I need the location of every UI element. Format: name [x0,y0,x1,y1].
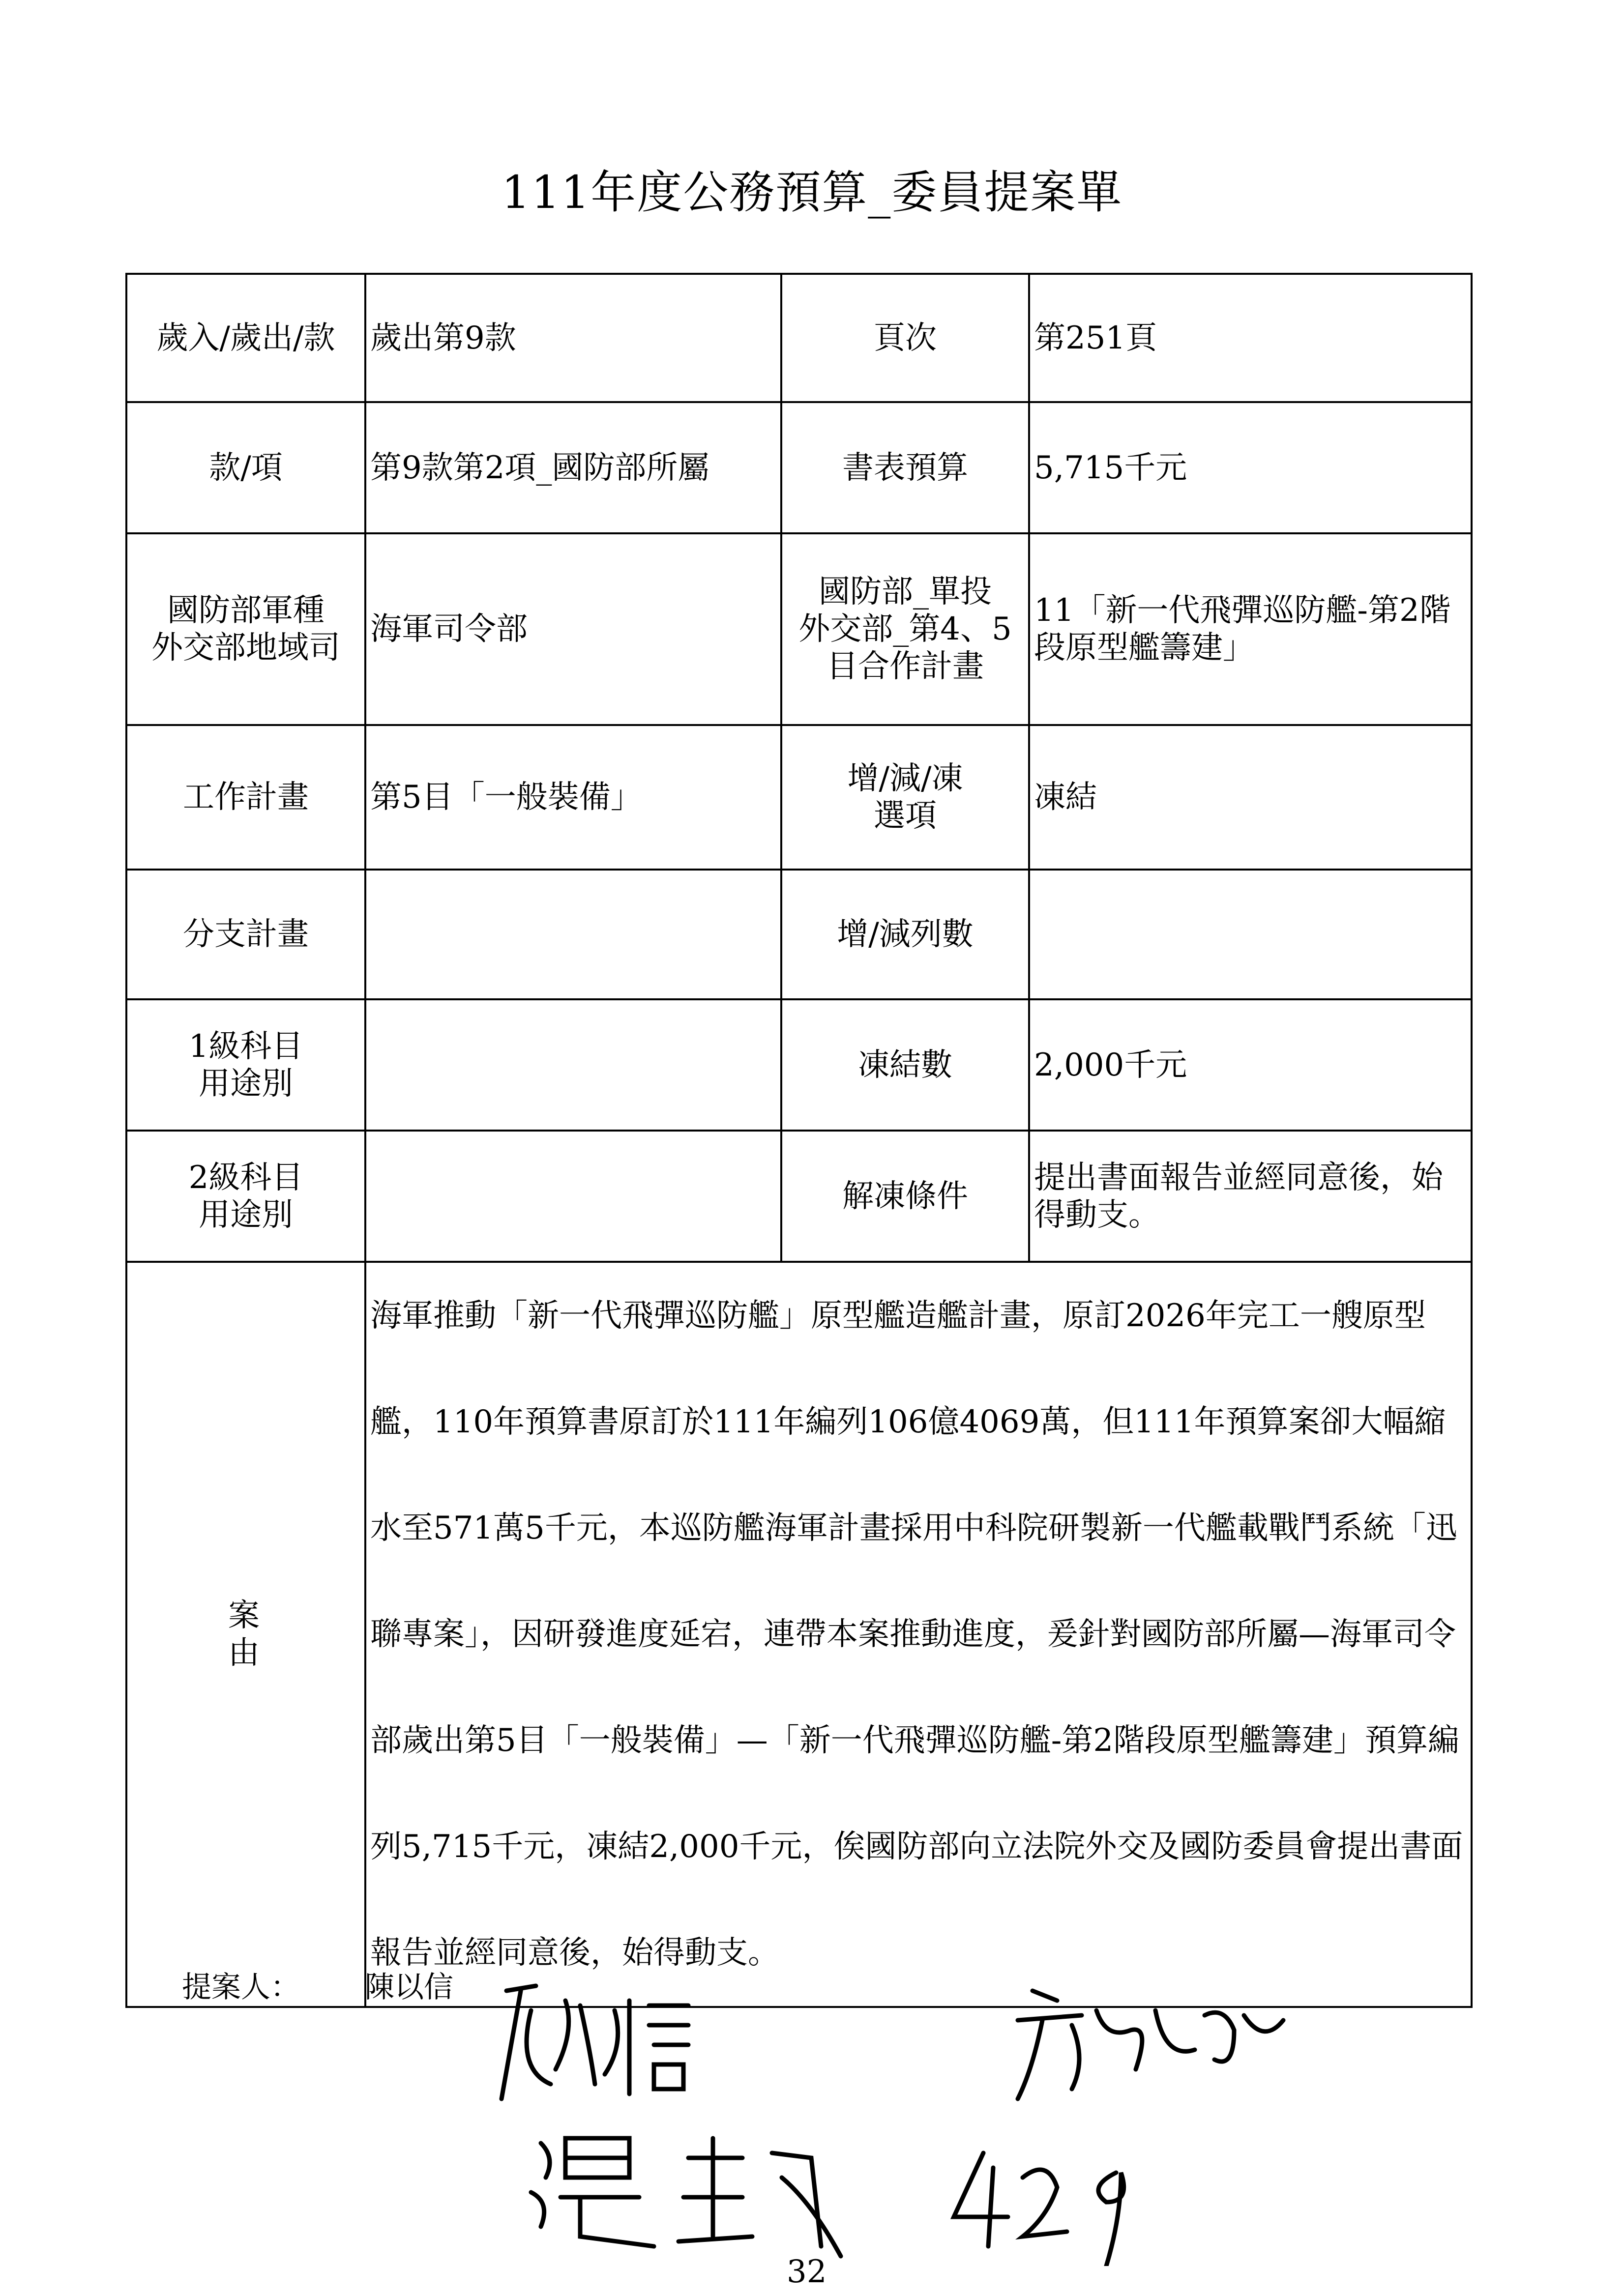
proposer-label: 提案人： [182,1970,300,2005]
reason-text: 海軍推動「新一代飛彈巡防艦」原型艦造艦計畫，原訂2026年完工一艘原型艦，110年預算書原訂於111年編列106億4069萬，但111年預算案卻大幅縮水至571萬5千元，本巡防艦海軍計畫採用中科院研製新一代艦載戰鬥系統「迅聯專案」，因研發進度延宕，連帶本案推動進度，爰針對國防部所屬—海軍司令部歲出第5目「一般裝備」—「新一代飛彈巡防艦-第2階段原型艦籌建」預算編列5,715千元，凍結2,000千元，俟國防部向立法院外交及國防委員會提出書面報告並經同意後，始得動支。 [365,1262,1472,2007]
field-label: 國防部_單投 外交部_第4、5 目合作計畫 [781,533,1029,725]
table-row [126,533,1472,725]
page-title: 111年度公務預算_委員提案單 [501,166,1123,219]
field-value: 11「新一代飛彈巡防艦-第2階段原型艦籌建」 [1029,533,1472,725]
table-row [126,1131,1472,1262]
field-label: 書表預算 [781,402,1029,533]
field-value: 2,000千元 [1029,999,1472,1131]
field-label: 分支計畫 [126,870,365,999]
field-value: 凍結 [1029,725,1472,870]
field-value: 第9款第2項_國防部所屬 [365,402,781,533]
field-label: 凍結數 [781,999,1029,1131]
reason-row [126,1262,1472,2007]
field-label: 解凍條件 [781,1131,1029,1262]
handwritten-signatures [467,1971,1401,2266]
proposer-name: 陳以信 [365,1970,453,2005]
field-value: 提出書面報告並經同意後，始得動支。 [1029,1131,1472,1262]
field-label: 國防部軍種 外交部地域司 [126,533,365,725]
field-label: 工作計畫 [126,725,365,870]
page-number: 32 [787,2254,827,2290]
field-value: 第251頁 [1029,274,1472,402]
field-value: 歲出第9款 [365,274,781,402]
table-row [126,999,1472,1131]
field-value [365,999,781,1131]
table-row [126,274,1472,402]
table-row [126,725,1472,870]
field-value: 5,715千元 [1029,402,1472,533]
field-label: 增/減/凍 選項 [781,725,1029,870]
field-value: 海軍司令部 [365,533,781,725]
field-value [1029,870,1472,999]
field-label: 1級科目 用途別 [126,999,365,1131]
field-value [365,870,781,999]
field-label: 增/減列數 [781,870,1029,999]
field-label: 2級科目 用途別 [126,1131,365,1262]
reason-label: 案由 [126,1262,365,2007]
table-row [126,402,1472,533]
field-value: 第5目「一般裝備」 [365,725,781,870]
field-label: 頁次 [781,274,1029,402]
proposal-table [125,273,1473,2008]
field-label: 款/項 [126,402,365,533]
field-value [365,1131,781,1262]
field-label: 歲入/歲出/款 [126,274,365,402]
table-row [126,870,1472,999]
